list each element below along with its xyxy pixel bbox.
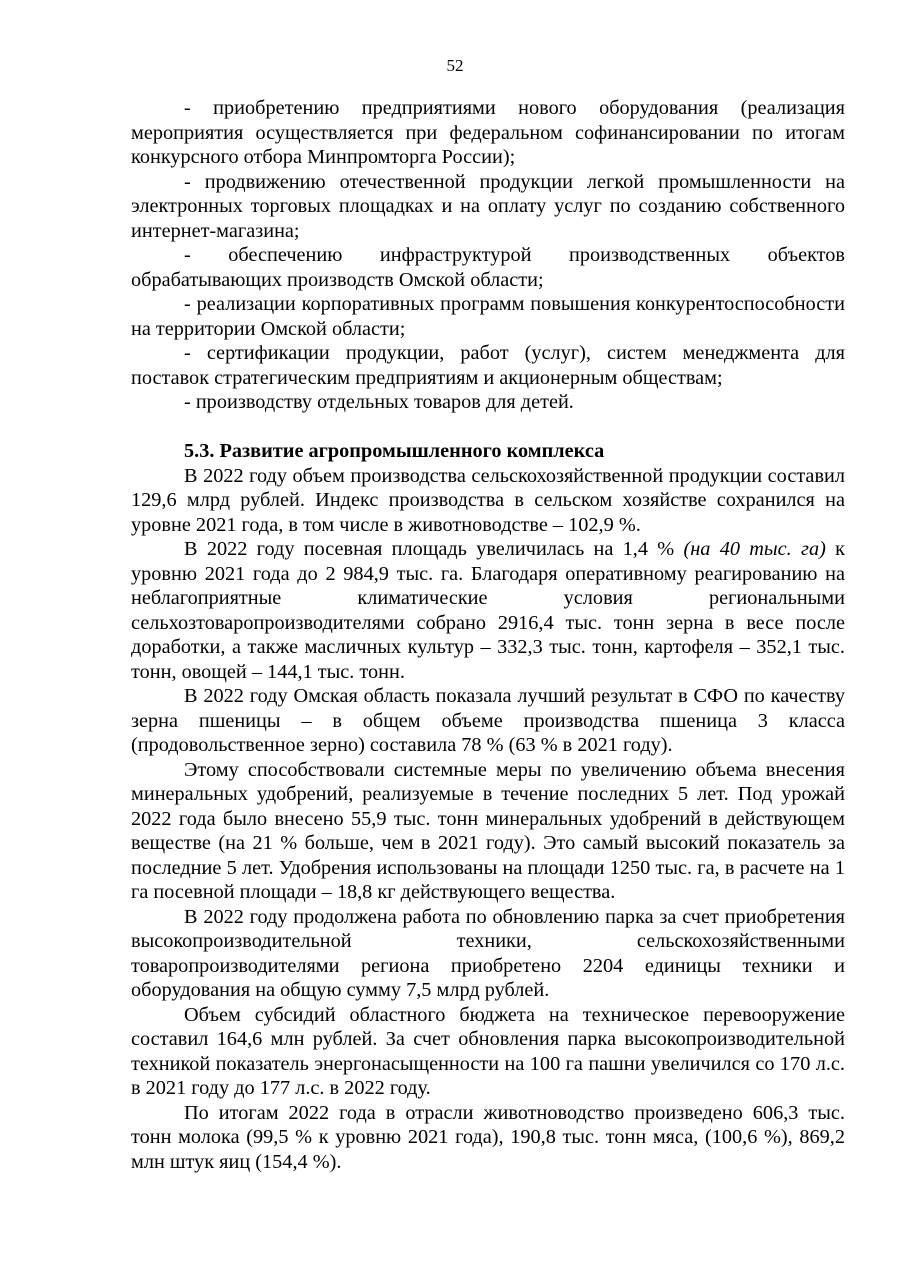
paragraph-sown-area-text-1: В 2022 году посевная площадь увеличилась на 1,4 % — [184, 538, 684, 560]
list-item: - производству отдельных товаров для детей. — [184, 391, 574, 413]
list-item: - обеспечению инфраструктурой производственных объектов обрабатывающих производств Омской области; — [131, 244, 845, 291]
list-item: - продвижению отечественной продукции легкой промышленности на электронных торговых площадках и на оплату услуг по созданию собственного интернет-магазина; — [131, 170, 845, 242]
paragraph-machinery: В 2022 году продолжена работа по обновлению парка за счет приобретения высокопроизводительной техники, сельскохозяйственными товаропроизводителями региона приобретено 2204 единицы техники и оборудования на общую сумму 7,5 млрд рублей. — [131, 905, 845, 1001]
section-heading: 5.3. Развитие агропромышленного комплекса — [184, 440, 605, 462]
paragraph-sown-area-text-2: к уровню 2021 года до 2 984,9 тыс. га. Благодаря оперативному реагированию на неблагоприятные климатические условия региональными сельхозтоваропроизводителями собрано 2916,4 тыс. тонн зерна в весе после доработки, а также масличных культур – 332,3 тыс. тонн, картофеля – 352,1 тыс. тонн, овощей – 144,1 тыс. тонн. — [131, 538, 845, 683]
document-body — [131, 96, 845, 1174]
list-item: - приобретению предприятиями нового оборудования (реализация мероприятия осуществляется при федеральном софинансировании по итогам конкурсного отбора Минпромторга России); — [131, 97, 845, 168]
page-number: 52 — [446, 56, 464, 75]
paragraph-production-volume: В 2022 году объем производства сельскохозяйственной продукции составил 129,6 млрд рублей. Индекс производства в сельском хозяйстве сохранился на уровне 2021 года, в том числе в животноводстве – 102,9 %. — [131, 464, 845, 536]
paragraph-sown-area — [131, 537, 845, 684]
paragraph-fertilizers: Этому способствовали системные меры по увеличению объема внесения минеральных удобрений, реализуемые в течение последних 5 лет. Под урожай 2022 года было внесено 55,9 тыс. тонн минеральных удобрений в действующем веществе (на 21 % больше, чем в 2021 году). Это самый высокий показатель за последние 5 лет. Удобрения использованы на площади 1250 тыс. га, в расчете на 1 га посевной площади – 18,8 кг действующего вещества. — [131, 758, 845, 903]
paragraph-subsidies: Объем субсидий областного бюджета на техническое перевооружение составил 164,6 млн рублей. За счет обновления парка высокопроизводительной техникой показатель энергонасыщенности на 100 га пашни увеличился со 170 л.с. в 2021 году до 177 л.с. в 2022 году. — [131, 1003, 845, 1099]
list-item: - реализации корпоративных программ повышения конкурентоспособности на территории Омской области; — [131, 293, 845, 340]
paragraph-wheat-quality: В 2022 году Омская область показала лучший результат в СФО по качеству зерна пшеницы – в общем объеме производства пшеница 3 класса (продовольственное зерно) составила 78 % (63 % в 2021 году). — [131, 685, 845, 756]
paragraph-livestock: По итогам 2022 года в отрасли животноводство произведено 606,3 тыс. тонн молока (99,5 % к уровню 2021 года), 190,8 тыс. тонн мяса, (100,6 %), 869,2 млн штук яиц (154,4 %). — [131, 1101, 845, 1173]
paragraph-sown-area-italic: (на 40 тыс. га) — [683, 538, 826, 560]
list-item: - сертификации продукции, работ (услуг), систем менеджмента для поставок стратегическим предприятиям и акционерным обществам; — [131, 342, 845, 389]
